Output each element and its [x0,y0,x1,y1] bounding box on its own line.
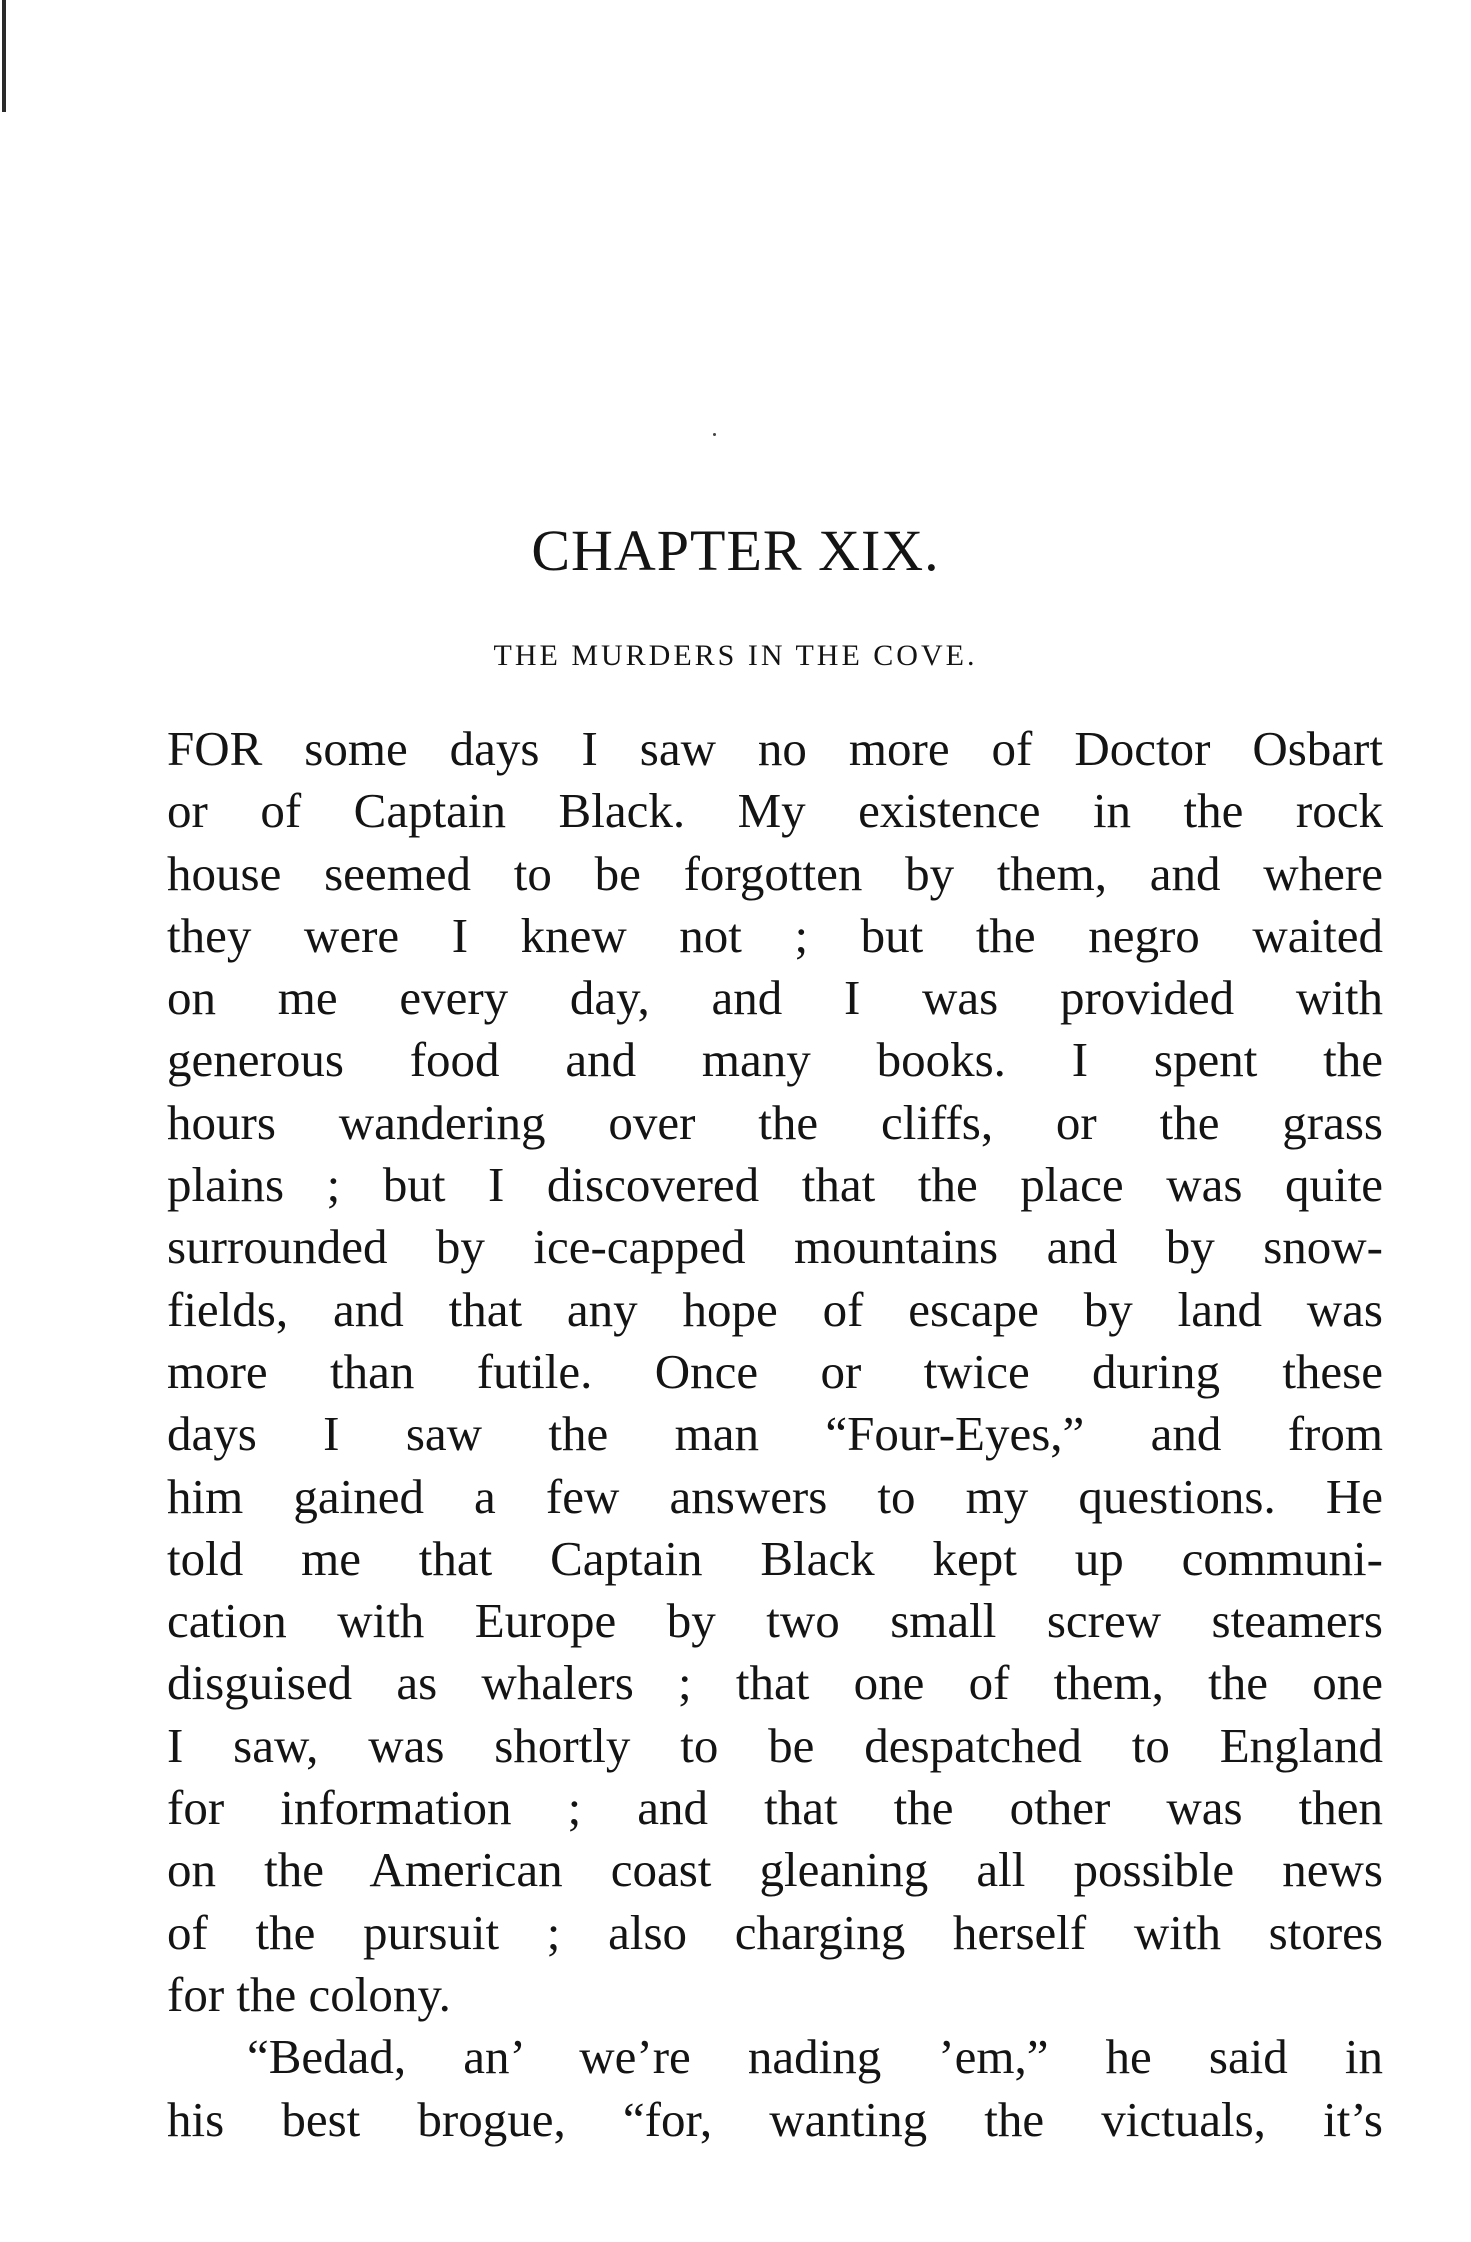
text-line: FOR some days I saw no more of Doctor Osbart [167,721,1383,776]
text-line: for the colony. [167,1966,451,2022]
text-line: plains ; but I discovered that the place was quite [167,1157,1383,1213]
text-line: house seemed to be forgotten by them, and where [167,845,1383,901]
text-line: fields, and that any hope of escape by land was [167,1281,1383,1337]
text-line: generous food and many books. I spent the [167,1032,1383,1088]
body-text [167,718,1383,2151]
text-line: surrounded by ice-capped mountains and by snow- [167,1219,1383,1275]
text-line: of the pursuit ; also charging herself with stores [167,1904,1383,1960]
text-line: I saw, was shortly to be despatched to England [167,1717,1383,1773]
text-line: told me that Captain Black kept up communi- [167,1530,1383,1586]
page-edge-mark [2,0,6,112]
text-line: on the American coast gleaning all possible news [167,1842,1383,1898]
text-line: cation with Europe by two small screw steamers [167,1593,1383,1649]
paragraph [167,718,1383,2026]
ink-speck [713,433,716,436]
text-line: for information ; and that the other was then [167,1780,1383,1836]
chapter-title: THE MURDERS IN THE COVE. [493,639,978,672]
paragraph [167,2026,1383,2151]
chapter-number: CHAPTER XIX. [531,518,940,583]
text-line: him gained a few answers to my questions. He [167,1468,1383,1524]
text-line: hours wandering over the cliffs, or the grass [167,1094,1383,1150]
text-line: they were I knew not ; but the negro waited [167,907,1383,963]
text-line: or of Captain Black. My existence in the rock [167,783,1383,839]
text-line: “Bedad, an’ we’re nading ’em,” he said in [247,2029,1383,2085]
text-line: on me every day, and I was provided with [167,970,1383,1026]
text-line: his best brogue, “for, wanting the victuals, it’s [167,2091,1383,2147]
text-line: more than futile. Once or twice during these [167,1343,1383,1399]
text-line: disguised as whalers ; that one of them, the one [167,1655,1383,1711]
text-line: days I saw the man “Four-Eyes,” and from [167,1406,1383,1462]
